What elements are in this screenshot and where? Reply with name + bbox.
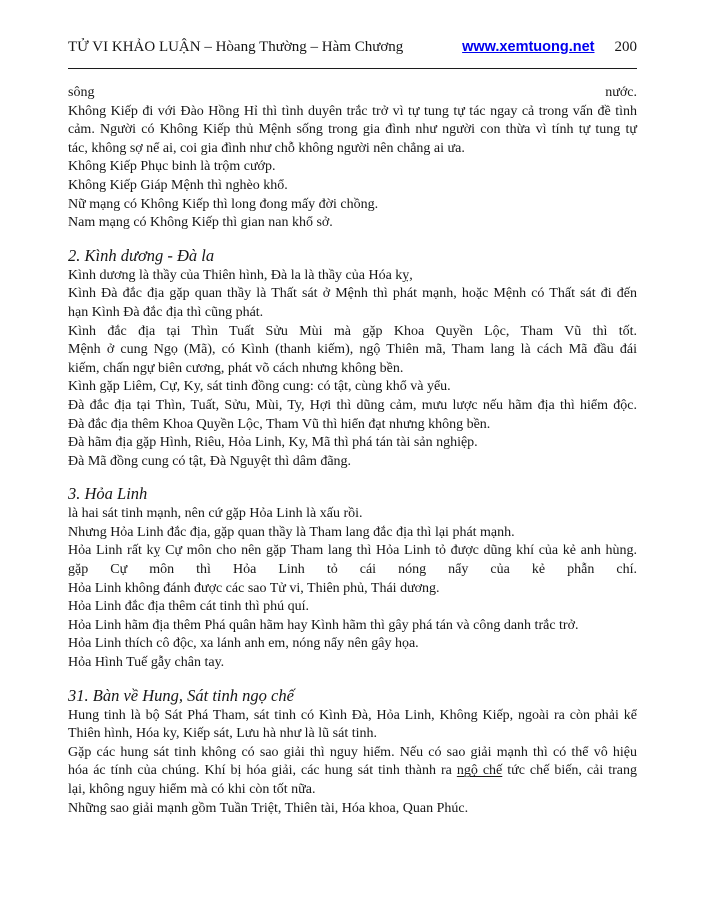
text-line: cảm. Người có Không Kiếp thủ Mệnh sống trong gia đình như người con thừa vì tính tự tung tự bbox=[68, 122, 637, 138]
text-line: Kình gặp Liêm, Cự, Ky, sát tinh đồng cung: có tật, cùng khổ và yểu. bbox=[68, 379, 451, 395]
document-body bbox=[68, 84, 637, 818]
text-line: lại, không nguy hiểm mà có khi còn tốt nữa. bbox=[68, 782, 316, 797]
text-line: Không Kiếp đi với Đào Hồng Hỉ thì tình duyên trắc trở vì tự tung tự tác ngay cả trong vấn đề tình bbox=[68, 103, 637, 119]
text-span: tức chế biến, cải trang bbox=[502, 763, 637, 779]
section-heading: 2. Kình dương - Đà la bbox=[68, 245, 215, 265]
text-line: Gặp các hung sát tinh không có sao giải thì nguy hiểm. Nếu có sao giải mạnh thì có thể vô hiệu bbox=[68, 744, 637, 760]
text-line: Nữ mạng có Không Kiếp thì long đong mấy đời chồng. bbox=[68, 196, 379, 212]
split-right-text: nước. bbox=[605, 85, 637, 100]
page-number: 200 bbox=[614, 39, 637, 55]
text-line: Hỏa Linh thích cô độc, xa lánh anh em, nóng nẩy nên gây họa. bbox=[68, 636, 419, 652]
text-line: gặp Cự môn thì Hỏa Linh tỏ cái nóng nẩy của kẻ phẫn chí. bbox=[68, 562, 637, 578]
text-line: Hỏa Linh hãm địa thêm Phá quân hãm hay Kình hãm thì gây phá tán và công danh trắc trở. bbox=[68, 617, 579, 633]
header-title: TỬ VI KHẢO LUẬN – Hòang Thường – Hàm Chương bbox=[68, 39, 404, 55]
text-line: kiếm, chấn ngự biên cương, phát võ cách nhưng không bền. bbox=[68, 360, 404, 376]
section-heading: 31. Bàn về Hung, Sát tinh ngọ chế bbox=[68, 685, 294, 705]
text-span: hóa ác tính của chúng. Khí bị hóa giải, các hung sát tinh thành ra bbox=[68, 763, 457, 779]
text-line: là hai sát tinh mạnh, nên cứ gặp Hỏa Linh là xấu rồi. bbox=[68, 506, 363, 522]
text-line: Hỏa Linh rất kỵ Cự môn cho nên gặp Tham lang thì Hỏa Linh tỏ được dũng khí của kẻ anh hùng. bbox=[68, 543, 637, 559]
header-link[interactable]: www.xemtuong.net bbox=[462, 39, 595, 55]
text-line: Không Kiếp Giáp Mệnh thì nghèo khổ. bbox=[68, 177, 288, 193]
text-line: Đà Mã đồng cung có tật, Đà Nguyệt thì dâm đãng. bbox=[68, 453, 352, 469]
text-line: Nhưng Hỏa Linh đắc địa, gặp quan thầy là Tham lang đắc địa thì lại phát mạnh. bbox=[68, 524, 515, 540]
header-divider bbox=[68, 68, 637, 69]
text-line: Hỏa Linh không đánh được các sao Tử vi, Thiên phủ, Thái dương. bbox=[68, 580, 440, 596]
section-heading: 3. Hỏa Linh bbox=[68, 484, 148, 504]
text-line: Kình đắc địa tại Thìn Tuất Sửu Mùi mà gặp Khoa Quyền Lộc, Tham Vũ thì tốt. bbox=[68, 323, 637, 339]
text-line: Những sao giải mạnh gồm Tuần Triệt, Thiên tài, Hóa khoa, Quan Phúc. bbox=[68, 800, 469, 816]
text-line: Đà đắc địa thêm Khoa Quyền Lộc, Tham Vũ thì hiển đạt nhưng không bền. bbox=[68, 416, 491, 432]
text-line: Kình dương là thầy của Thiên hình, Đà la là thầy của Hóa kỵ, bbox=[68, 267, 413, 283]
text-line: Thiên hình, Hóa ky, Kiếp sát, Lưu hà như là lũ sát tinh. bbox=[68, 726, 377, 742]
text-line: tác, không sợ nể ai, coi gia đình như chỗ không người nên chẳng ai ưa. bbox=[68, 140, 465, 156]
underlined-term: ngộ chế bbox=[456, 763, 503, 779]
page-header bbox=[68, 38, 637, 56]
text-line bbox=[68, 84, 637, 103]
text-line bbox=[68, 762, 637, 781]
text-line: hạn Kình Đà đắc địa thì cũng phát. bbox=[68, 304, 264, 320]
text-line: Đà hãm địa gặp Hình, Riêu, Hỏa Linh, Ky, Mã thì phá tán tài sản nghiệp. bbox=[68, 435, 478, 451]
text-line: Kình Đà đắc địa gặp quan thầy là Thất sát ở Mệnh thì phát mạnh, hoặc Mệnh có Thất sát đi đến bbox=[68, 286, 637, 302]
text-line: Không Kiếp Phục binh là trộm cướp. bbox=[68, 159, 276, 175]
text-line: Nam mạng có Không Kiếp thì gian nan khổ sở. bbox=[68, 215, 333, 231]
text-line: Hỏa Hình Tuế gẫy chân tay. bbox=[68, 655, 225, 671]
split-left-text: sông bbox=[68, 85, 95, 100]
text-line: Hung tinh là bộ Sát Phá Tham, sát tinh có Kình Đà, Hỏa Linh, Không Kiếp, ngoài ra còn phải kể bbox=[68, 707, 637, 723]
text-line: Hỏa Linh đắc địa thêm cát tinh thì phú quí. bbox=[68, 599, 310, 615]
text-line: Đà đắc địa tại Thìn, Tuất, Sửu, Mùi, Ty, Hợi thì dũng cảm, mưu lược nếu hãm địa thì hiểm độc. bbox=[68, 397, 637, 413]
text-line: Mệnh ở cung Ngọ (Mã), có Kình (thanh kiếm), ngộ Thiên mã, Tham lang là cách Mã đầu đái bbox=[68, 342, 637, 358]
